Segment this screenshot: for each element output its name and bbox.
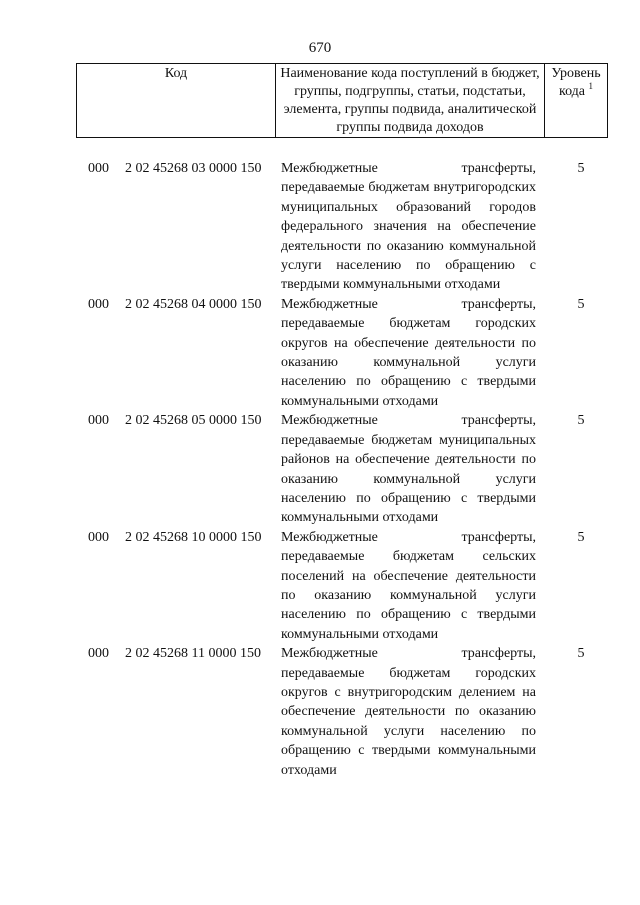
row-admin-code: 000: [88, 529, 109, 545]
table-row: [76, 528, 608, 644]
row-level: 5: [577, 529, 585, 545]
row-level: 5: [577, 161, 585, 176]
row-income-code: 2 02 45268 03 0000 150: [125, 161, 262, 176]
row-admin-code: 000: [88, 296, 109, 312]
table-header: [76, 63, 608, 138]
row-admin-code: 000: [88, 646, 109, 662]
header-level-label: Уровень кода: [551, 66, 601, 99]
table-row: [76, 644, 608, 780]
row-income-code: 2 02 45268 10 0000 150: [125, 529, 262, 545]
row-level: 5: [577, 413, 585, 429]
table-row: [76, 295, 608, 411]
row-level: 5: [577, 646, 585, 662]
page-number: 670: [308, 40, 332, 56]
row-admin-code: 000: [88, 161, 109, 176]
table-body: [76, 159, 608, 780]
header-code-label: Код: [164, 66, 188, 81]
row-level: 5: [577, 296, 585, 312]
row-income-name: Межбюджетные трансферты, передаваемые бюджетам сельских поселений на обеспечение деятельности по оказанию коммунальной услуги населению по обращению с твердыми коммунальными отходами: [281, 529, 536, 642]
row-income-name: Межбюджетные трансферты, передаваемые бюджетам городских округов с внутригородским делением на обеспечение деятельности по оказанию коммунальной услуги населению по обращению с твердыми коммунальными отходами: [281, 646, 536, 778]
header-level-footnote: 1: [588, 81, 594, 91]
row-income-name: Межбюджетные трансферты, передаваемые бюджетам муниципальных районов на обеспечение деятельности по оказанию коммунальной услуги населению по обращению с твердыми коммунальными отходами: [281, 413, 536, 526]
row-income-name: Межбюджетные трансферты, передаваемые бюджетам внутригородских муниципальных образований городов федерального значения на обеспечение деятельности по оказанию коммунальной услуги населению по обращению с твердыми коммунальными отходами: [281, 161, 536, 293]
table-row: [76, 411, 608, 527]
header-name: [276, 64, 545, 137]
row-income-code: 2 02 45268 11 0000 150: [125, 646, 261, 662]
row-income-code: 2 02 45268 05 0000 150: [125, 413, 262, 429]
row-admin-code: 000: [88, 413, 109, 429]
header-name-label: Наименование кода поступлений в бюджет, группы, подгруппы, статьи, подстатьи, элемента, группы подвида, аналитической группы подвида доходов: [280, 66, 540, 135]
header-code: [77, 64, 276, 137]
table-row: [76, 159, 608, 295]
row-income-code: 2 02 45268 04 0000 150: [125, 296, 262, 312]
header-level: [545, 64, 607, 137]
row-income-name: Межбюджетные трансферты, передаваемые бюджетам городских округов на обеспечение деятельности по оказанию коммунальной услуги населению по обращению с твердыми коммунальными отходами: [281, 296, 536, 409]
